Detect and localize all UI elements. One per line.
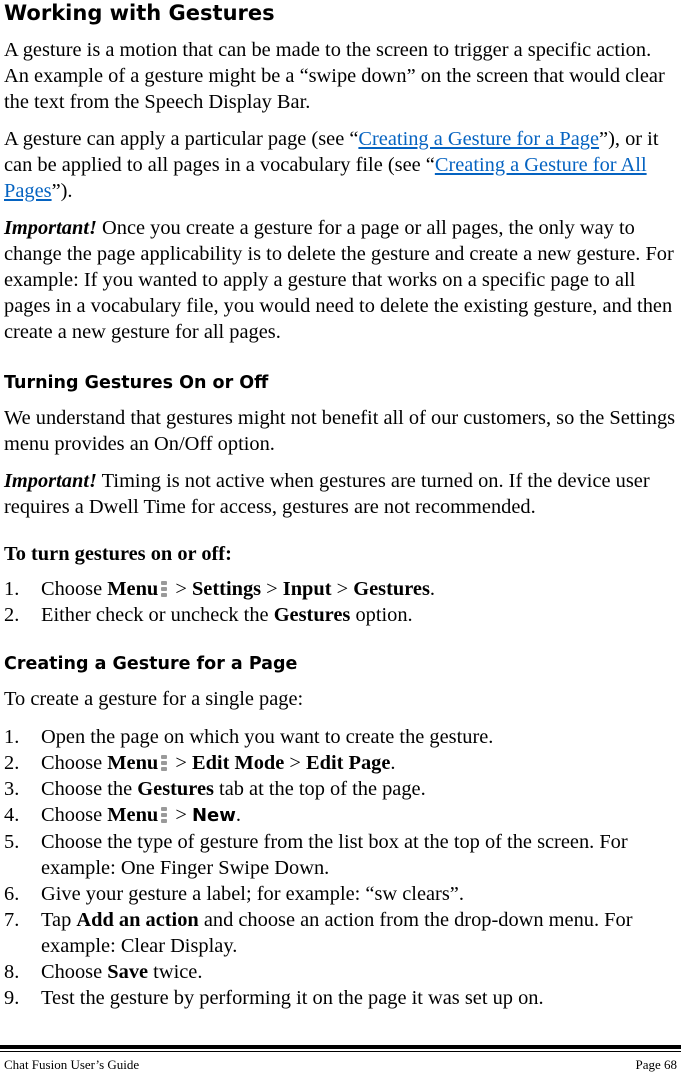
list-item: 2. Choose Menu > Edit Mode > Edit Page. <box>4 752 396 774</box>
important-text: Once you create a gesture for a page or all pages, the only way to change the page applicability is to delete the gesture and create a new gesture. For example: If you wanted to apply a gesture that works on a specific page to all pages in a vocabulary file, you would need to delete the existing gesture, and then create a new gesture for all pages. <box>4 217 674 343</box>
menu-dots-icon <box>160 806 168 824</box>
list-item: 2. Either check or uncheck the Gestures option. <box>4 604 413 626</box>
heading-creating-gesture-for-page: Creating a Gesture for a Page <box>4 654 298 674</box>
important-label: Important! <box>4 217 97 239</box>
menu-dots-icon <box>160 580 168 598</box>
important-label: Important! <box>4 470 97 492</box>
apply-text-3: ”). <box>51 180 73 202</box>
list-item: 3. Choose the Gestures tab at the top of the page. <box>4 778 426 800</box>
list-item: 7. Tap Add an action and choose an action from the drop-down menu. For example: Clear Display. <box>4 909 633 957</box>
list-item: 1. Choose Menu > Settings > Input > Gestures. <box>4 578 435 600</box>
list-item: 6. Give your gesture a label; for example: “sw clears”. <box>4 883 464 905</box>
heading-turning-gestures-on-off: Turning Gestures On or Off <box>4 373 269 393</box>
list-item: 8. Choose Save twice. <box>4 961 203 983</box>
intro-paragraph: A gesture is a motion that can be made to the screen to trigger a specific action. An example of a gesture might be a “swipe down” on the screen that would clear the text from the Speech Display Bar. <box>4 39 665 113</box>
link-creating-gesture-for-all-pages[interactable]: Creating a Gesture for All Pages <box>4 154 647 202</box>
link-creating-gesture-for-page[interactable]: Creating a Gesture for a Page <box>358 128 600 150</box>
heading-working-with-gestures: Working with Gestures <box>4 1 275 25</box>
menu-dots-icon <box>160 754 168 772</box>
footer-divider <box>0 1045 681 1049</box>
create-intro-paragraph: To create a gesture for a single page: <box>4 688 304 710</box>
important-note-page-applicability <box>4 215 679 345</box>
apply-text-2: ”), or it can be applied to all pages in a vocabulary file (see “ <box>4 128 659 176</box>
list-item: 9. Test the gesture by performing it on the page it was set up on. <box>4 987 544 1009</box>
toggle-intro-paragraph: We understand that gestures might not benefit all of our customers, so the Settings menu provides an On/Off option. <box>4 407 676 455</box>
footer-page-number: Page 68 <box>635 1057 677 1072</box>
toggle-steps-list <box>4 576 679 628</box>
list-item: 4. Choose Menu > New. <box>4 804 241 826</box>
footer-divider-thin <box>0 1051 681 1052</box>
important-note-timing <box>4 468 679 520</box>
apply-paragraph <box>4 126 679 204</box>
footer-guide-title: Chat Fusion User’s Guide <box>4 1057 140 1072</box>
apply-text-1: A gesture can apply a particular page (see “ <box>4 128 359 150</box>
toggle-steps-heading: To turn gestures on or off: <box>4 543 232 565</box>
list-item: 5. Choose the type of gesture from the list box at the top of the screen. For example: One Finger Swipe Down. <box>4 831 628 879</box>
list-item: 1. Open the page on which you want to create the gesture. <box>4 726 494 748</box>
create-steps-list <box>4 724 679 1011</box>
important-text: Timing is not active when gestures are turned on. If the device user requires a Dwell Time for access, gestures are not recommended. <box>4 470 650 518</box>
